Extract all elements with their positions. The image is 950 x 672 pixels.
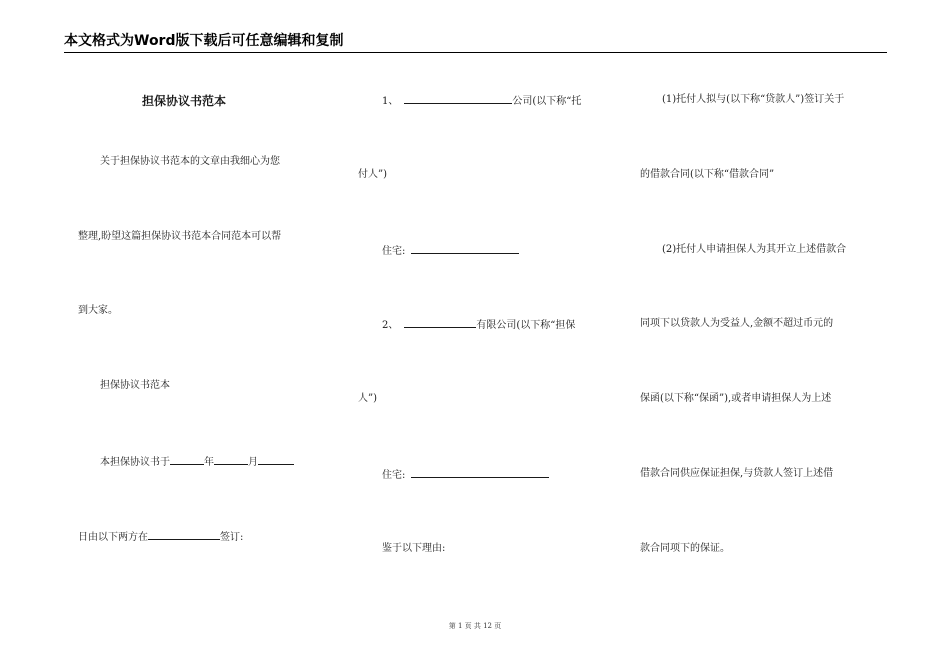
address2-label: 住宅: <box>382 470 406 481</box>
clause2-line-1: (2)托付人申请担保人为其开立上述借款合 <box>662 244 847 255</box>
day-blank <box>170 455 204 465</box>
address2-line <box>382 468 549 482</box>
party1-suffix: 公司(以下称“托 <box>512 96 582 107</box>
party2-prefix: 2、 <box>382 320 399 331</box>
party2-name-blank <box>404 318 476 328</box>
page-footer: 第 1 页 共 12 页 <box>448 622 502 630</box>
address1-line <box>382 244 519 258</box>
date-line <box>100 455 294 469</box>
clause2-line-2: 同项下以贷款人为受益人,金额不超过币元的 <box>640 318 834 329</box>
month-blank <box>258 455 294 465</box>
intro-line-3: 到大家。 <box>78 305 118 316</box>
address2-blank <box>411 468 549 478</box>
date-prefix: 本担保协议书于 <box>100 457 170 468</box>
clause1-line-2: 的借款合同(以下称“借款合同” <box>640 169 775 180</box>
sign-suffix: 签订: <box>220 532 244 543</box>
date-month: 月 <box>248 457 258 468</box>
sign-prefix: 日由以下两方在 <box>78 532 148 543</box>
party2-suffix: 有限公司(以下称“担保 <box>476 320 576 331</box>
place-blank <box>148 530 220 540</box>
party1-line <box>382 94 581 108</box>
date-year: 年 <box>204 457 214 468</box>
intro-line-2: 整理,盼望这篇担保协议书范本合同范本可以帮 <box>78 231 282 242</box>
reasons-line: 鉴于以下理由: <box>382 543 446 554</box>
clause2-line-3: 保函(以下称“保函”),或者申请担保人为上述 <box>640 393 832 404</box>
year-blank <box>214 455 248 465</box>
clause2-line-4: 借款合同供应保证担保,与贷款人签订上述借 <box>640 468 834 479</box>
clause2-line-5: 款合同项下的保证。 <box>640 543 730 554</box>
intro-line-1: 关于担保协议书范本的文章由我细心为您 <box>100 156 280 167</box>
clause1-line-1: (1)托付人拟与(以下称“贷款人”)签订关于 <box>662 94 845 105</box>
party1-prefix: 1、 <box>382 96 399 107</box>
header-title: 本文格式为Word版下载后可任意编辑和复制 <box>64 33 344 49</box>
party2-line <box>382 318 575 332</box>
party1-cont: 付人”) <box>358 169 388 180</box>
party2-cont: 人”) <box>358 393 378 404</box>
section-subtitle: 担保协议书范本 <box>100 380 170 391</box>
document-title: 担保协议书范本 <box>142 94 227 108</box>
address1-blank <box>411 244 519 254</box>
sign-line <box>78 530 243 544</box>
party1-name-blank <box>404 94 512 104</box>
document-header <box>64 32 887 53</box>
address1-label: 住宅: <box>382 246 406 257</box>
